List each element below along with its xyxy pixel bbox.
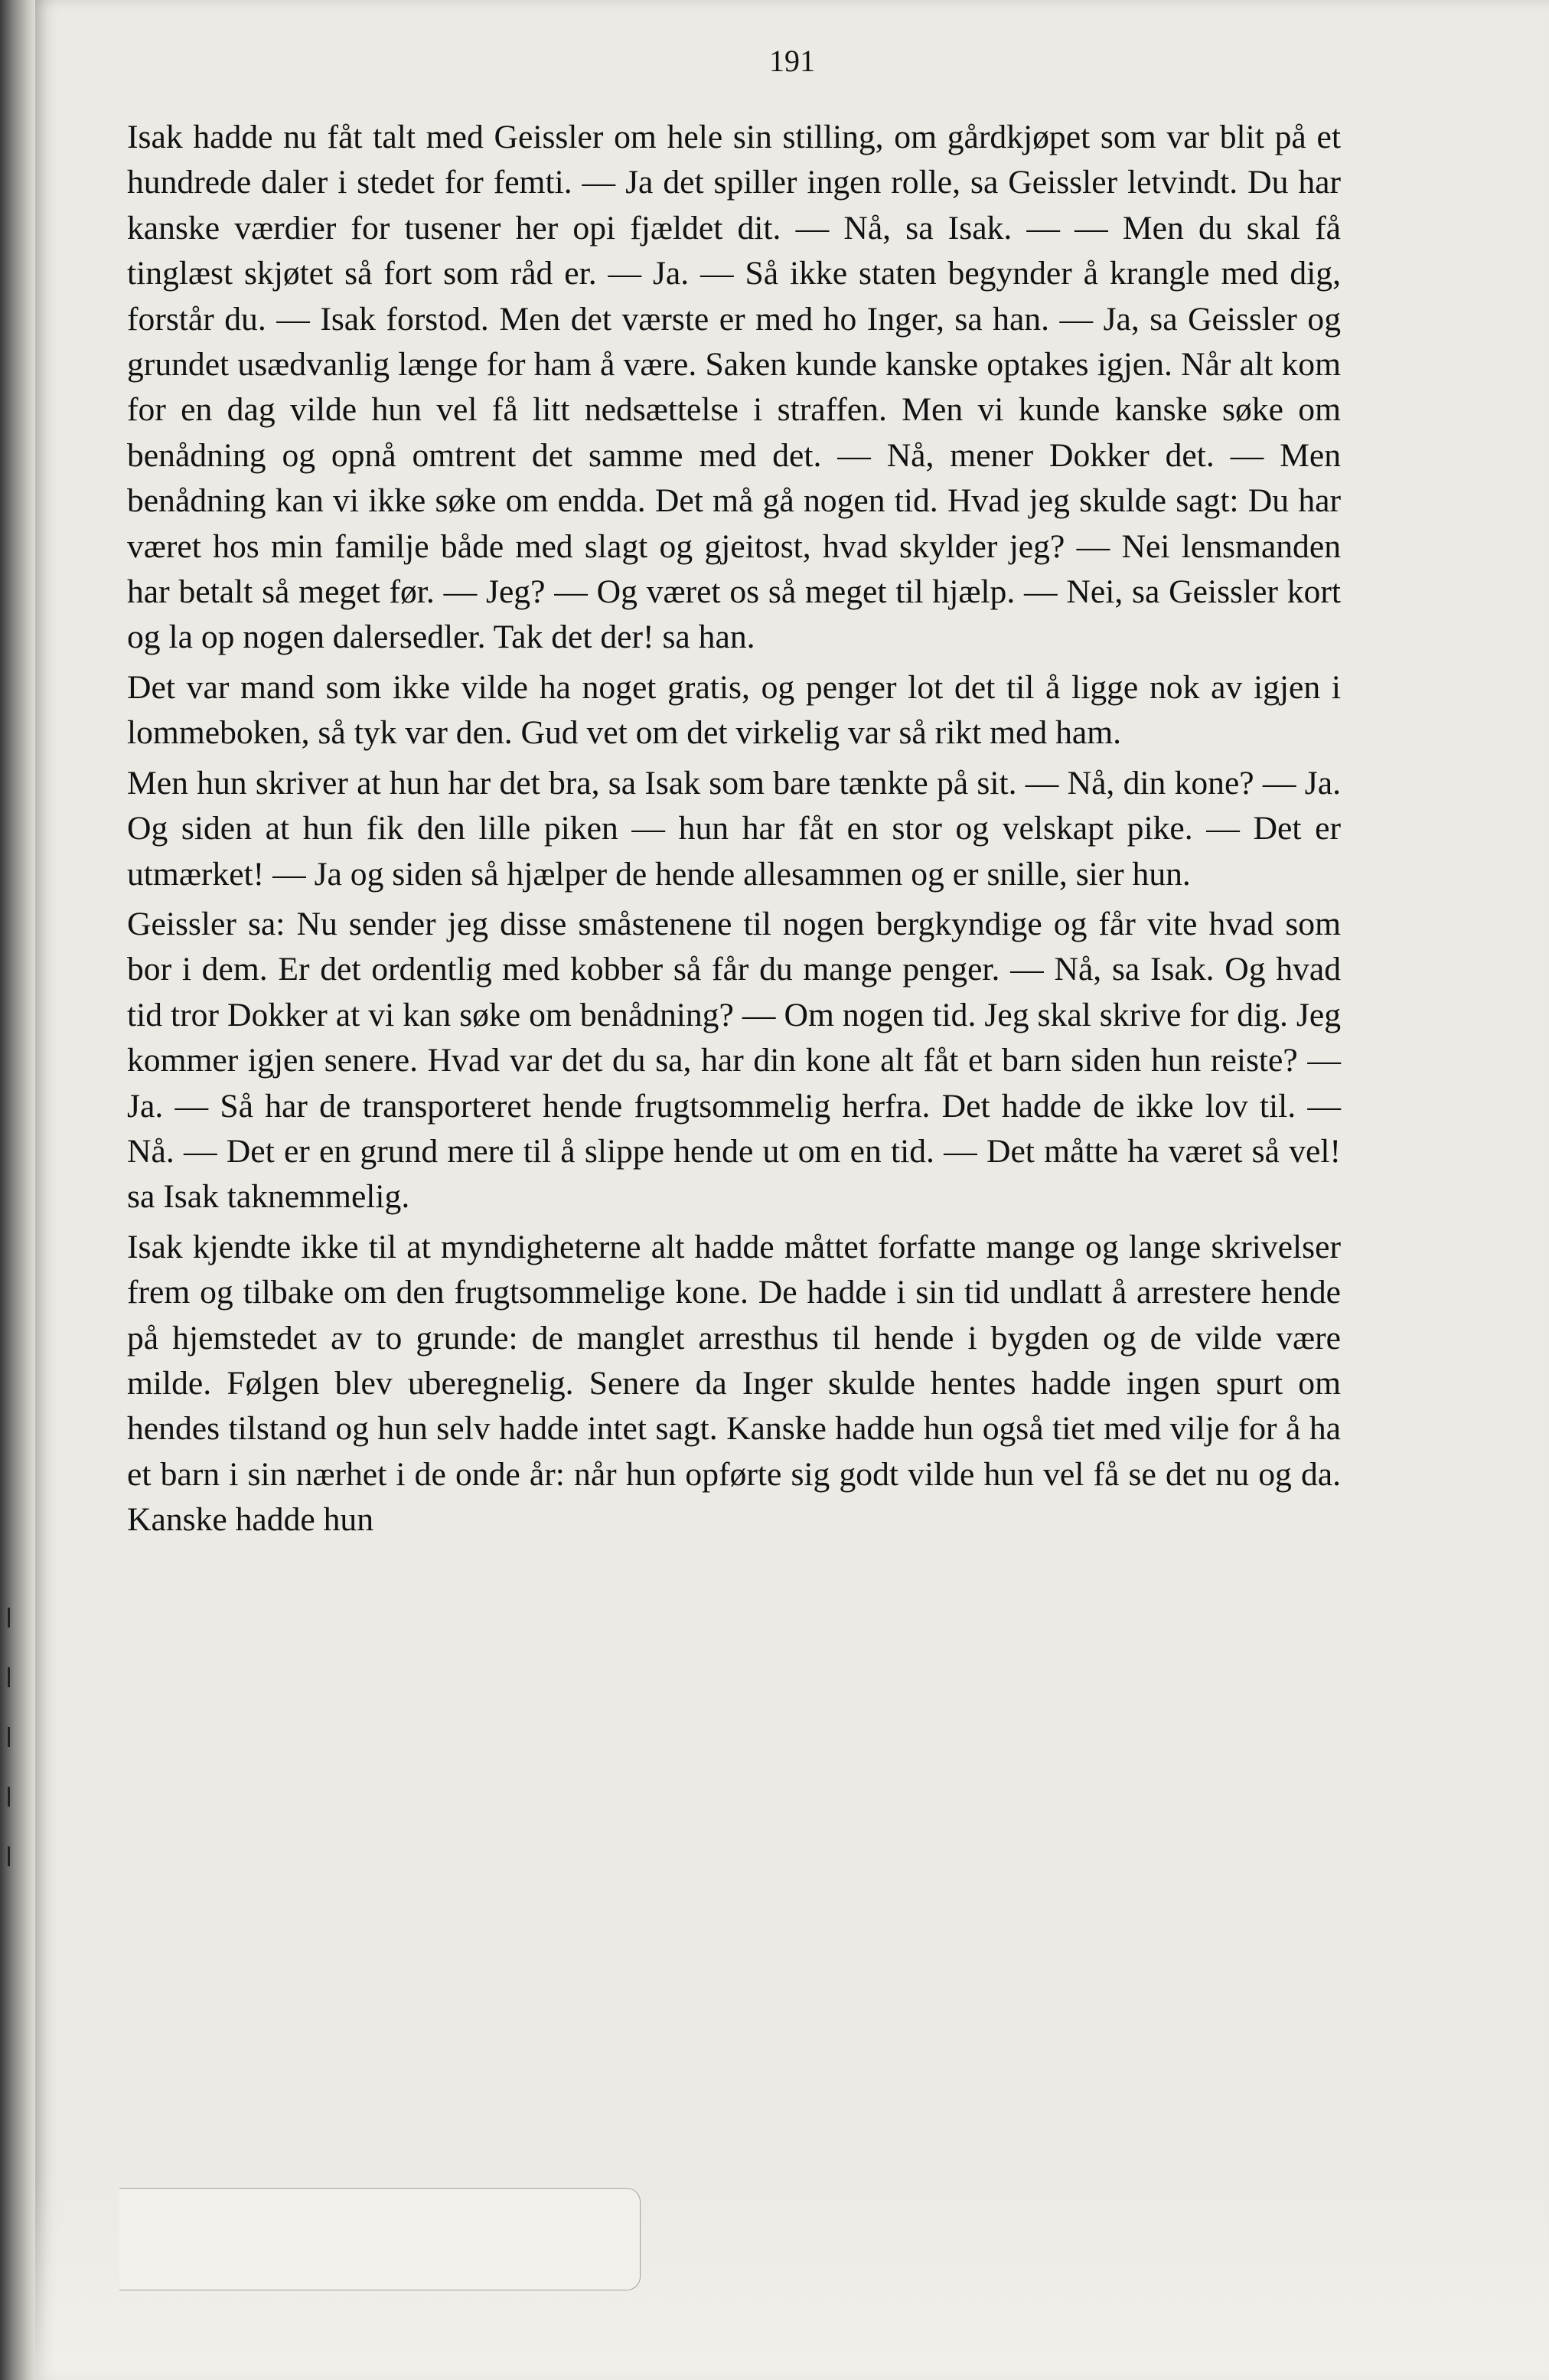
gutter-mark: [8, 1787, 10, 1807]
body-text: [127, 115, 1341, 1548]
page-number: 191: [769, 44, 815, 78]
gutter-mark: [8, 1667, 10, 1687]
paragraph-3: Men hun skriver at hun har det bra, sa Isak som bare tænkte på sit. — Nå, din kone? — Ja. Og siden at hun fik den lille piken — hun har fåt en stor og velskapt pike. — Det er utmærket! — Ja og siden så hjælper de hende allesammen og er snille, sier hun.: [127, 764, 1341, 893]
book-page: [35, 0, 1549, 2380]
gutter-mark: [8, 1608, 10, 1627]
paragraph-5: Isak kjendte ikke til at myndigheterne alt hadde måttet forfatte mange og lange skrivelser frem og tilbake om den frugtsommelige kone. De hadde i sin tid undlatt å arrestere hende på hjemstedet av to grunde: de manglet arresthus til hende i bygden og de vilde være milde. Følgen blev uberegnelig. Senere da Inger skulde hentes hadde ingen spurt om hendes tilstand og hun selv hadde intet sagt. Kanske hadde hun også tiet med vilje for å ha et barn i sin nærhet i de onde år: når hun opførte sig godt vilde hun vel få se det nu og da. Kanske hadde hun: [127, 1228, 1341, 1539]
bottom-tab-outline: [119, 2188, 641, 2290]
paragraph-4: Geissler sa: Nu sender jeg disse småstenene til nogen bergkyndige og får vite hvad som bor i dem. Er det ordentlig med kobber så får du mange penger. — Nå, sa Isak. Og hvad tid tror Dokker at vi kan søke om benådning? — Om nogen tid. Jeg skal skrive for dig. Jeg kommer igjen senere. Hvad var det du sa, har din kone alt fåt et barn siden hun reiste? — Ja. — Så har de transporteret hende frugtsommelig herfra. Det hadde de ikke lov til. — Nå. — Det er en grund mere til å slippe hende ut om en tid. — Det måtte ha været så vel! sa Isak taknemmelig.: [127, 905, 1341, 1216]
paragraph-2: Det var mand som ikke vilde ha noget gratis, og penger lot det til å ligge nok av igjen i lommeboken, så tyk var den. Gud vet om det virkelig var så rikt med ham.: [127, 668, 1341, 752]
gutter-mark: [8, 1846, 10, 1866]
gutter-marks: [5, 1608, 14, 2067]
paragraph-1: Isak hadde nu fåt talt med Geissler om hele sin stilling, om gårdkjøpet som var blit på et hundrede daler i stedet for femti. — Ja det spiller ingen rolle, sa Geissler letvindt. Du har kanske værdier for tusener her opi fjældet dit. — Nå, sa Isak. — — Men du skal få tinglæst skjøtet så fort som råd er. — Ja. — Så ikke staten begynder å krangle med dig, forstår du. — Isak forstod. Men det værste er med ho Inger, sa han. — Ja, sa Geissler og grundet usædvanlig længe for ham å være. Saken kunde kanske optakes igjen. Når alt kom for en dag vilde hun vel få litt nedsættelse i straffen. Men vi kunde kanske søke om benådning og opnå omtrent det samme med det. — Nå, mener Dokker det. — Men benådning kan vi ikke søke om endda. Det må gå nogen tid. Hvad jeg skulde sagt: Du har været hos min familje både med slagt og gjeitost, hvad skylder jeg? — Nei lensmanden har betalt så meget før. — Jeg? — Og været os så meget til hjælp. — Nei, sa Geissler kort og la op nogen dalersedler. Tak det der! sa han.: [127, 119, 1341, 656]
book-gutter: [0, 0, 35, 2380]
gutter-mark: [8, 1727, 10, 1747]
